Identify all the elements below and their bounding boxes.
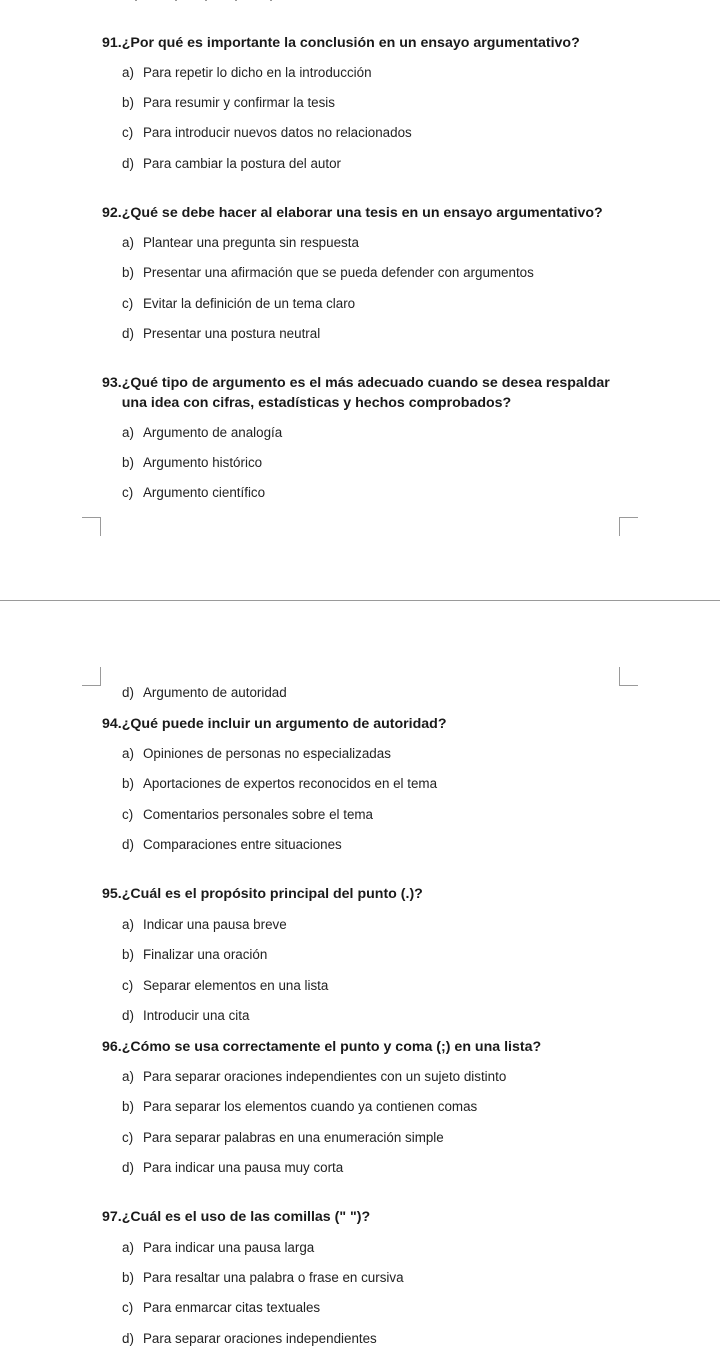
option-letter: d) bbox=[122, 1160, 134, 1175]
option-text: Comentarios personales sobre el tema bbox=[143, 807, 373, 822]
option-letter: a) bbox=[122, 425, 134, 440]
question-number: 92. bbox=[102, 205, 122, 221]
option-97-c[interactable] bbox=[122, 1299, 320, 1317]
option-letter: d) bbox=[122, 685, 134, 700]
question-number: 97. bbox=[102, 1209, 122, 1225]
option-text: Presentar una afirmación que se pueda defender con argumentos bbox=[143, 265, 534, 280]
option-letter: c) bbox=[122, 296, 134, 311]
option-letter: c) bbox=[122, 1130, 134, 1145]
option-text: Para repetir lo dicho en la introducción bbox=[143, 65, 372, 80]
question-text: ¿Cómo se usa correctamente el punto y coma (;) en una lista? bbox=[121, 1039, 542, 1055]
option-text: Presentar una postura neutral bbox=[143, 326, 321, 341]
question-number: 96. bbox=[102, 1039, 122, 1055]
option-text: Plantear una pregunta sin respuesta bbox=[143, 235, 359, 250]
question-92 bbox=[102, 203, 622, 223]
option-letter: c) bbox=[122, 807, 134, 822]
question-text: ¿Por qué es importante la conclusión en un ensayo argumentativo? bbox=[121, 35, 580, 51]
option-letter: d) bbox=[122, 1008, 134, 1023]
option-91-c[interactable] bbox=[122, 124, 412, 142]
option-letter: b) bbox=[122, 947, 134, 962]
option-text: Introducir una cita bbox=[143, 1008, 250, 1023]
option-text: Separar elementos en una lista bbox=[143, 978, 329, 993]
page-break-divider bbox=[0, 600, 720, 601]
option-93-c[interactable] bbox=[122, 484, 265, 502]
option-96-d[interactable] bbox=[122, 1159, 343, 1177]
question-number: 91. bbox=[102, 35, 122, 51]
option-letter: a) bbox=[122, 917, 134, 932]
option-text: Argumento histórico bbox=[143, 455, 263, 470]
question-97 bbox=[102, 1207, 622, 1227]
option-letter: d) bbox=[122, 837, 134, 852]
option-letter: a) bbox=[122, 235, 134, 250]
option-93-b[interactable] bbox=[122, 454, 262, 472]
option-94-b[interactable] bbox=[122, 775, 437, 793]
option-97-a[interactable] bbox=[122, 1239, 314, 1257]
option-text: Para enmarcar citas textuales bbox=[143, 1300, 321, 1315]
question-91 bbox=[102, 33, 622, 53]
corner-mark-bottom-right bbox=[619, 667, 638, 686]
question-96 bbox=[102, 1037, 622, 1057]
option-text: Para separar oraciones independientes bbox=[143, 1331, 377, 1346]
option-letter: a) bbox=[122, 746, 134, 761]
option-letter: c) bbox=[122, 1300, 134, 1315]
question-number: 94. bbox=[102, 716, 122, 732]
option-91-a[interactable] bbox=[122, 64, 372, 82]
question-number: 93. bbox=[102, 375, 122, 391]
question-93 bbox=[102, 373, 622, 413]
option-letter: b) bbox=[122, 1270, 134, 1285]
option-96-c[interactable] bbox=[122, 1129, 444, 1147]
option-92-b[interactable] bbox=[122, 264, 534, 282]
option-92-a[interactable] bbox=[122, 234, 359, 252]
option-95-c[interactable] bbox=[122, 977, 328, 995]
option-text: Argumento científico bbox=[143, 485, 266, 500]
option-93-d[interactable] bbox=[122, 684, 287, 702]
question-94 bbox=[102, 714, 622, 734]
question-number: 95. bbox=[102, 886, 122, 902]
option-text: Aportaciones de expertos reconocidos en el tema bbox=[143, 776, 438, 791]
option-letter: a) bbox=[122, 1240, 134, 1255]
option-text: Indicar una pausa breve bbox=[143, 917, 287, 932]
option-letter: d) bbox=[122, 1331, 134, 1346]
option-text: Para resaltar una palabra o frase en cursiva bbox=[143, 1270, 404, 1285]
option-97-d[interactable] bbox=[122, 1330, 377, 1348]
question-text: ¿Qué puede incluir un argumento de autoridad? bbox=[121, 716, 447, 732]
option-93-a[interactable] bbox=[122, 424, 282, 442]
option-letter: a) bbox=[122, 65, 134, 80]
question-text: ¿Cuál es el propósito principal del punto (.)? bbox=[121, 886, 423, 902]
option-96-b[interactable] bbox=[122, 1098, 477, 1116]
option-letter: d) bbox=[122, 326, 134, 341]
option-text: Para indicar una pausa larga bbox=[143, 1240, 315, 1255]
option-text: Para separar los elementos cuando ya contienen comas bbox=[143, 1099, 478, 1114]
option-text: Comparaciones entre situaciones bbox=[143, 837, 342, 852]
option-95-a[interactable] bbox=[122, 916, 287, 934]
question-text: ¿Cuál es el uso de las comillas (" ")? bbox=[121, 1209, 371, 1225]
option-letter: b) bbox=[122, 1099, 134, 1114]
option-letter: b) bbox=[122, 265, 134, 280]
option-text: Argumento de autoridad bbox=[143, 685, 287, 700]
option-92-c[interactable] bbox=[122, 295, 355, 313]
corner-mark-top-right bbox=[619, 517, 638, 536]
option-95-d[interactable] bbox=[122, 1007, 249, 1025]
option-97-b[interactable] bbox=[122, 1269, 404, 1287]
corner-mark-top-left bbox=[82, 517, 101, 536]
option-96-a[interactable] bbox=[122, 1068, 506, 1086]
corner-mark-bottom-left bbox=[82, 667, 101, 686]
option-letter: b) bbox=[122, 776, 134, 791]
option-text: Opiniones de personas no especializadas bbox=[143, 746, 391, 761]
option-94-a[interactable] bbox=[122, 745, 391, 763]
question-text: ¿Qué tipo de argumento es el más adecuado cuando se desea respaldar una idea con cifras, estadísticas y hechos comprobados? bbox=[121, 375, 610, 411]
option-text: Para indicar una pausa muy corta bbox=[143, 1160, 344, 1175]
option-letter: b) bbox=[122, 95, 134, 110]
option-94-d[interactable] bbox=[122, 836, 342, 854]
option-text: Argumento de analogía bbox=[143, 425, 283, 440]
option-91-b[interactable] bbox=[122, 94, 335, 112]
option-text: Para cambiar la postura del autor bbox=[143, 156, 341, 171]
option-text: Finalizar una oración bbox=[143, 947, 268, 962]
option-text: Para resumir y confirmar la tesis bbox=[143, 95, 335, 110]
option-letter: c) bbox=[122, 978, 134, 993]
question-95 bbox=[102, 884, 622, 904]
option-letter: d) bbox=[122, 156, 134, 171]
option-91-d[interactable] bbox=[122, 155, 341, 173]
option-95-b[interactable] bbox=[122, 946, 267, 964]
option-94-c[interactable] bbox=[122, 806, 373, 824]
option-text: Para separar palabras en una enumeración simple bbox=[143, 1130, 444, 1145]
option-letter: b) bbox=[122, 455, 134, 470]
option-92-d[interactable] bbox=[122, 325, 320, 343]
question-text: ¿Qué se debe hacer al elaborar una tesis en un ensayo argumentativo? bbox=[121, 205, 603, 221]
option-text: Evitar la definición de un tema claro bbox=[143, 296, 356, 311]
option-text: Para separar oraciones independientes con un sujeto distinto bbox=[143, 1069, 507, 1084]
option-letter: a) bbox=[122, 1069, 134, 1084]
option-letter: c) bbox=[122, 485, 134, 500]
option-text: Para introducir nuevos datos no relacionados bbox=[143, 125, 412, 140]
option-letter: c) bbox=[122, 125, 134, 140]
